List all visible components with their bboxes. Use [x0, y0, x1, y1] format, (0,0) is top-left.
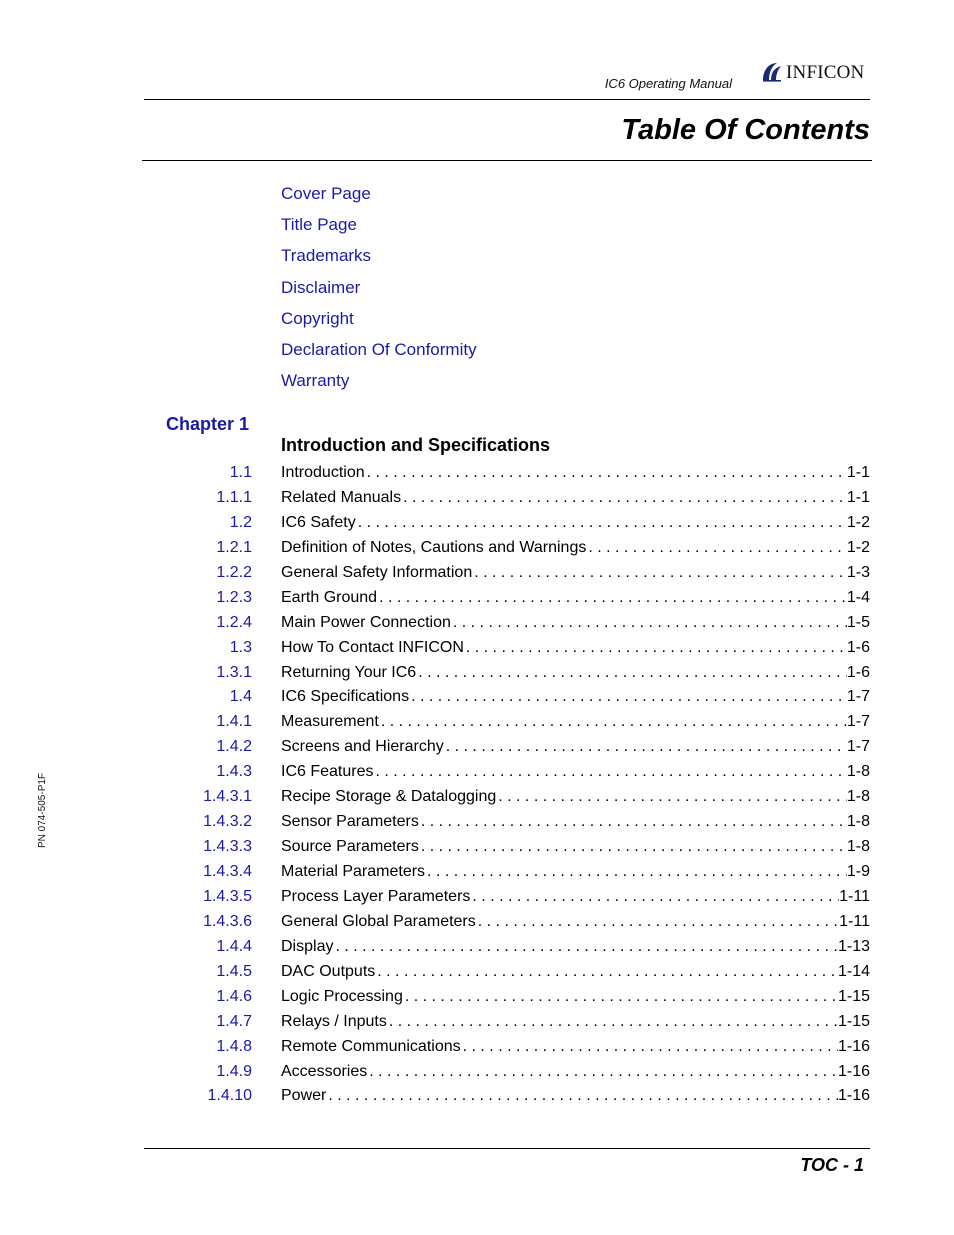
- toc-section-number[interactable]: 1.2.4: [216, 613, 252, 631]
- toc-section-number[interactable]: 1.4.2: [216, 738, 252, 756]
- toc-row[interactable]: [0, 934, 954, 959]
- toc-entry[interactable]: [281, 635, 870, 660]
- toc-entry-label: Relays / Inputs: [281, 1012, 387, 1030]
- front-matter-link-cover-page[interactable]: Cover Page: [281, 184, 371, 203]
- toc-row[interactable]: [0, 834, 954, 859]
- toc-section-number[interactable]: 1.4.3.4: [203, 863, 252, 880]
- front-matter-link-title-page[interactable]: Title Page: [281, 215, 357, 235]
- toc-dot-leader: [401, 485, 847, 510]
- toc-page-number: 1-15: [837, 987, 870, 1005]
- toc-page-number: 1-8: [846, 788, 870, 806]
- toc-dot-leader: [419, 809, 847, 834]
- toc-dot-leader: [444, 734, 847, 759]
- toc-entry-label: Process Layer Parameters: [281, 887, 471, 905]
- toc-dot-leader: [367, 1059, 838, 1084]
- toc-section-number[interactable]: 1.2.3: [216, 588, 252, 606]
- toc-dot-leader: [416, 660, 847, 685]
- toc-section-number[interactable]: 1.4.5: [216, 962, 252, 980]
- toc-entry[interactable]: [281, 684, 870, 709]
- footer-page-label: TOC - 1: [800, 1155, 864, 1175]
- toc-row[interactable]: [0, 909, 954, 934]
- toc-entry-label: IC6 Safety: [281, 513, 356, 531]
- toc-page-number: 1-7: [846, 688, 870, 706]
- toc-row[interactable]: [0, 709, 954, 734]
- toc-row[interactable]: [0, 460, 954, 485]
- toc-dot-leader: [379, 709, 847, 734]
- toc-entries: [0, 460, 954, 1108]
- chapter-label[interactable]: Chapter 1: [166, 414, 250, 434]
- toc-dot-leader: [470, 884, 839, 909]
- toc-entry-label: Accessories: [281, 1062, 368, 1080]
- toc-page-number: 1-16: [837, 1062, 870, 1080]
- toc-entry-label: Main Power Connection: [281, 613, 451, 631]
- toc-page-number: 1-11: [839, 887, 870, 905]
- toc-dot-leader: [403, 984, 838, 1009]
- toc-entry-label: Screens and Hierarchy: [281, 738, 444, 756]
- inficon-logo-icon: [760, 60, 784, 84]
- toc-entry[interactable]: [281, 485, 870, 510]
- toc-section-number[interactable]: 1.3: [229, 638, 252, 656]
- toc-row[interactable]: [0, 585, 954, 610]
- toc-dot-leader: [375, 959, 838, 984]
- toc-section-number[interactable]: 1.4.3.5: [203, 887, 252, 905]
- toc-page-number: 1-15: [837, 1012, 870, 1030]
- toc-section-number[interactable]: 1.4.3.3: [203, 838, 252, 856]
- toc-entry[interactable]: [281, 660, 870, 685]
- toc-entry-label: Earth Ground: [281, 588, 378, 606]
- toc-page-number: 1-7: [846, 738, 870, 756]
- toc-row[interactable]: [0, 809, 954, 834]
- toc-dot-leader: [373, 759, 846, 784]
- toc-page-number: 1-11: [839, 912, 870, 930]
- toc-page-number: 1-14: [837, 962, 870, 980]
- toc-entry-label: DAC Outputs: [281, 962, 376, 980]
- toc-row[interactable]: [0, 684, 954, 709]
- toc-entry-label: Related Manuals: [281, 488, 402, 506]
- toc-row[interactable]: [0, 485, 954, 510]
- toc-row[interactable]: [0, 560, 954, 585]
- toc-section-number[interactable]: 1.4.9: [216, 1062, 252, 1080]
- toc-entry-label: IC6 Specifications: [281, 688, 410, 706]
- front-matter-link-declaration-of-conformity[interactable]: Declaration Of Conformity: [281, 339, 477, 359]
- toc-page-number: 1-2: [846, 538, 870, 556]
- toc-row[interactable]: [0, 884, 954, 909]
- toc-row[interactable]: [0, 660, 954, 685]
- toc-row[interactable]: [0, 535, 954, 560]
- toc-row[interactable]: [0, 734, 954, 759]
- toc-page-number: 1-8: [846, 813, 870, 831]
- logo-text: INFICON: [786, 62, 865, 83]
- toc-page-number: 1-16: [837, 1037, 870, 1055]
- toc-row[interactable]: [0, 784, 954, 809]
- front-matter-list: [281, 182, 477, 400]
- toc-entry-label: Logic Processing: [281, 987, 403, 1005]
- toc-entry[interactable]: [281, 510, 870, 535]
- toc-entry[interactable]: [281, 610, 870, 635]
- toc-entry[interactable]: [281, 859, 870, 884]
- toc-section-number[interactable]: 1.4.10: [207, 1087, 252, 1105]
- toc-dot-leader: [464, 635, 847, 660]
- toc-dot-leader: [472, 560, 847, 585]
- toc-entry[interactable]: [281, 709, 870, 734]
- toc-page-number: 1-8: [846, 838, 870, 856]
- toc-page-number: 1-2: [846, 513, 870, 531]
- toc-section-number[interactable]: 1.1: [229, 464, 252, 481]
- front-matter-link-copyright[interactable]: Copyright: [281, 308, 354, 328]
- front-matter-link-warranty[interactable]: Warranty: [281, 371, 350, 391]
- toc-entry[interactable]: [281, 535, 870, 560]
- toc-entry[interactable]: [281, 585, 870, 610]
- toc-section-number[interactable]: 1.4.7: [216, 1012, 252, 1030]
- toc-section-number[interactable]: 1.3.1: [216, 663, 252, 681]
- toc-section-number[interactable]: 1.2: [229, 513, 252, 531]
- toc-page-number: 1-6: [846, 638, 870, 656]
- toc-entry[interactable]: [281, 984, 870, 1009]
- toc-entry-label: General Safety Information: [281, 563, 473, 581]
- toc-entry-label: Measurement: [281, 713, 379, 731]
- page-title: Table Of Contents: [621, 114, 870, 146]
- toc-dot-leader: [586, 535, 847, 560]
- toc-section-number[interactable]: 1.4: [229, 688, 252, 706]
- toc-page-number: 1-1: [846, 488, 870, 506]
- toc-entry-label: How To Contact INFICON: [281, 638, 464, 656]
- toc-entry[interactable]: [281, 884, 870, 909]
- manual-title: IC6 Operating Manual: [604, 76, 732, 91]
- toc-dot-leader: [476, 909, 839, 934]
- toc-page-number: 1-9: [846, 863, 870, 880]
- front-matter-link-trademarks[interactable]: Trademarks: [281, 246, 372, 266]
- toc-page-number: 1-3: [846, 563, 870, 581]
- toc-entry[interactable]: [281, 460, 870, 485]
- toc-entry[interactable]: [281, 809, 870, 834]
- toc-row[interactable]: [0, 1034, 954, 1059]
- toc-entry-label: Display: [281, 937, 334, 955]
- toc-section-number[interactable]: 1.2.1: [216, 538, 252, 556]
- header-rule: [144, 99, 870, 100]
- toc-dot-leader: [419, 834, 847, 859]
- toc-dot-leader: [333, 934, 838, 959]
- toc-entry[interactable]: [281, 734, 870, 759]
- toc-entry-label: Remote Communications: [281, 1037, 461, 1055]
- toc-entry[interactable]: [281, 784, 870, 809]
- toc-row[interactable]: [0, 510, 954, 535]
- toc-section-number[interactable]: 1.4.1: [216, 713, 252, 731]
- toc-row[interactable]: [0, 610, 954, 635]
- toc-entry-label: IC6 Features: [281, 763, 374, 781]
- toc-section-number[interactable]: 1.1.1: [216, 488, 252, 506]
- toc-entry[interactable]: [281, 1083, 870, 1108]
- toc-entry-label: Source Parameters: [281, 838, 419, 856]
- front-matter-link-disclaimer[interactable]: Disclaimer: [281, 277, 361, 297]
- toc-row[interactable]: [0, 759, 954, 784]
- toc-section-number[interactable]: 1.4.3.2: [203, 813, 252, 831]
- toc-dot-leader: [461, 1034, 838, 1059]
- toc-page-number: 1-1: [846, 464, 870, 481]
- toc-dot-leader: [326, 1083, 838, 1108]
- toc-entry-label: Returning Your IC6: [281, 663, 417, 681]
- toc-entry[interactable]: [281, 560, 870, 585]
- toc-entry-label: Sensor Parameters: [281, 813, 419, 831]
- toc-row[interactable]: [0, 1059, 954, 1084]
- toc-entry[interactable]: [281, 1059, 870, 1084]
- toc-page-number: 1-6: [846, 663, 870, 681]
- toc-row[interactable]: [0, 1009, 954, 1034]
- toc-section-number[interactable]: 1.4.4: [216, 937, 252, 955]
- toc-entry-label: Definition of Notes, Cautions and Warnings: [281, 538, 587, 556]
- toc-section-number[interactable]: 1.4.3.6: [203, 912, 252, 930]
- toc-section-number[interactable]: 1.2.2: [216, 563, 252, 581]
- toc-entry[interactable]: [281, 959, 870, 984]
- toc-dot-leader: [409, 684, 847, 709]
- toc-row[interactable]: [0, 984, 954, 1009]
- toc-entry[interactable]: [281, 834, 870, 859]
- inficon-logo: [760, 58, 864, 86]
- toc-page-number: 1-4: [846, 588, 870, 606]
- toc-entry-label: Introduction: [281, 464, 365, 481]
- toc-entry-label: Power: [281, 1087, 327, 1105]
- toc-section-number[interactable]: 1.4.3.1: [203, 788, 252, 806]
- toc-page-number: 1-8: [846, 763, 870, 781]
- toc-entry[interactable]: [281, 1034, 870, 1059]
- toc-dot-leader: [425, 859, 847, 884]
- toc-dot-leader: [365, 460, 847, 485]
- chapter-title: Introduction and Specifications: [281, 435, 551, 455]
- toc-entry[interactable]: [281, 759, 870, 784]
- toc-page-number: 1-5: [846, 613, 870, 631]
- toc-dot-leader: [377, 585, 847, 610]
- toc-entry[interactable]: [281, 1009, 870, 1034]
- toc-dot-leader: [496, 784, 847, 809]
- toc-section-number[interactable]: 1.4.8: [216, 1037, 252, 1055]
- toc-dot-leader: [356, 510, 847, 535]
- toc-row[interactable]: [0, 635, 954, 660]
- toc-entry-label: Recipe Storage & Datalogging: [281, 788, 497, 806]
- toc-dot-leader: [451, 610, 847, 635]
- toc-page-number: 1-16: [837, 1087, 870, 1105]
- toc-entry-label: General Global Parameters: [281, 912, 476, 930]
- toc-row[interactable]: [0, 1083, 954, 1108]
- toc-page-number: 1-7: [846, 713, 870, 731]
- toc-section-number[interactable]: 1.4.3: [216, 763, 252, 781]
- footer-rule: [144, 1148, 870, 1149]
- toc-row[interactable]: [0, 959, 954, 984]
- toc-entry[interactable]: [281, 934, 870, 959]
- toc-entry-label: Material Parameters: [281, 863, 426, 880]
- side-part-number: PN 074-505-P1F: [37, 772, 48, 848]
- title-rule: [142, 160, 872, 161]
- toc-page-number: 1-13: [837, 937, 870, 955]
- toc-section-number[interactable]: 1.4.6: [216, 987, 252, 1005]
- toc-dot-leader: [387, 1009, 838, 1034]
- toc-row[interactable]: [0, 859, 954, 884]
- toc-entry[interactable]: [281, 909, 870, 934]
